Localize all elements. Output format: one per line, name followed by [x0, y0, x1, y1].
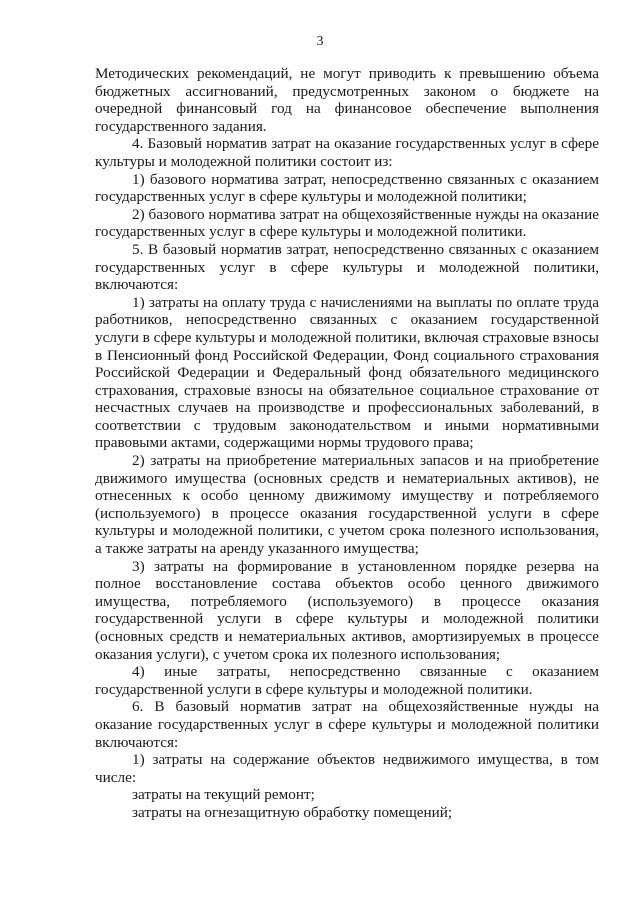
paragraph-item-6-1: 1) затраты на содержание объектов недвижимого имущества, в том числе: [95, 751, 599, 786]
paragraph-item-5-1: 1) затраты на оплату труда с начислениями на выплаты по оплате труда работников, непосредственно связанных с оказанием государственной услуги в сфере культуры и молодежной политики, включая страховые взносы в Пенсионный фонд Российской Федерации, Фонд социального страхования Российской Федерации и Федеральный фонд обязательного медицинского страхования, страховые взносы на обязательное социальное страхование от несчастных случаев на производстве и профессиональных заболеваний, в соответствии с трудовым законодательством и иными нормативными правовыми актами, содержащими нормы трудового права; [95, 293, 599, 452]
paragraph-item-4: 4. Базовый норматив затрат на оказание государственных услуг в сфере культуры и молодежной политики состоит из: [95, 135, 599, 170]
paragraph-item-5-3: 3) затраты на формирование в установленном порядке резерва на полное восстановление состава объектов особо ценного движимого имущества, потребляемого (используемого) в процессе оказания государственной услуги в сфере культуры и молодежной политики (основных средств и нематериальных активов, амортизируемых в процессе оказания услуги), с учетом срока их полезного использования; [95, 557, 599, 663]
page-number: 3 [316, 34, 324, 49]
paragraph-item-5: 5. В базовый норматив затрат, непосредственно связанных с оказанием государственных услуг в сфере культуры и молодежной политики, включаются: [95, 240, 599, 294]
paragraph-continuation: Методических рекомендаций, не могут приводить к превышению объема бюджетных ассигнований, предусмотренных законом о бюджете на очередной финансовый год на финансовое обеспечение выполнения государственного задания. [95, 65, 599, 135]
paragraph-item-4-2: 2) базового норматива затрат на общехозяйственные нужды на оказание государственных услуг в сфере культуры и молодежной политики. [95, 205, 599, 241]
paragraph-subitem-repair: затраты на текущий ремонт; [132, 786, 315, 804]
paragraph-item-5-4: 4) иные затраты, непосредственно связанные с оказанием государственной услуги в сфере культуры и молодежной политики. [95, 663, 599, 698]
document-body [95, 65, 599, 822]
paragraph-item-4-1: 1) базового норматива затрат, непосредственно связанных с оказанием государственных услуг в сфере культуры и молодежной политики; [95, 170, 599, 206]
paragraph-item-5-2: 2) затраты на приобретение материальных запасов и на приобретение движимого имущества (основных средств и нематериальных активов), не отнесенных к особо ценному движимому имуществу и потребляемого (используемого) в процессе оказания государственной услуги в сфере культуры и молодежной политики, с учетом срока полезного использования, а также затраты на аренду указанного имущества; [95, 452, 599, 558]
paragraph-item-6: 6. В базовый норматив затрат на общехозяйственные нужды на оказание государственных услуг в сфере культуры и молодежной политики включаются: [95, 698, 599, 751]
paragraph-subitem-fireproofing: затраты на огнезащитную обработку помещений; [132, 803, 453, 821]
